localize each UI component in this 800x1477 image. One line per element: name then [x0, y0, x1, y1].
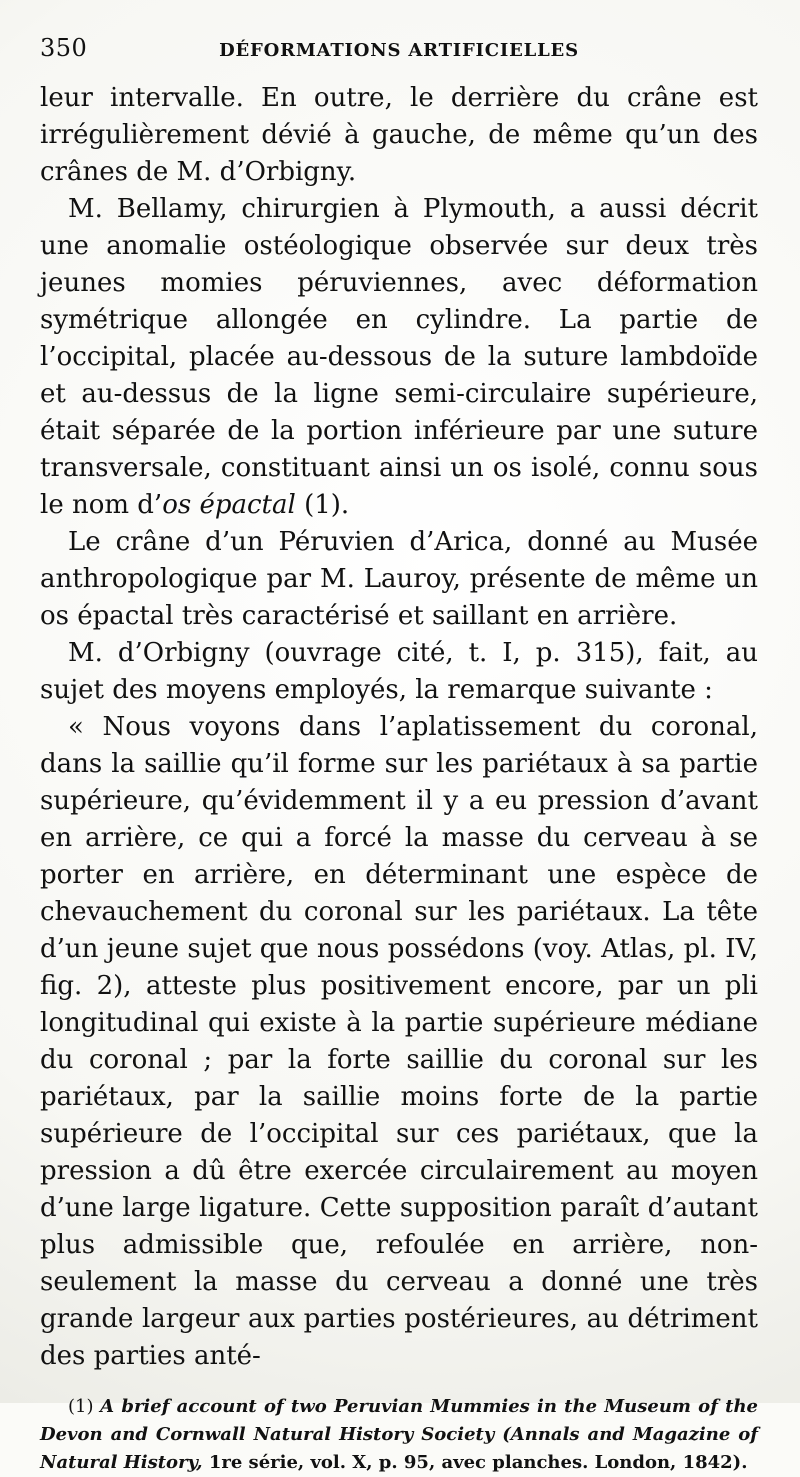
running-header: [40, 34, 758, 74]
paragraph-4: M. d’Orbigny (ouvrage cité, t. I, p. 315), fait, au sujet des moyens employés, la remarque suivante :: [40, 638, 758, 705]
footnote: [40, 1393, 758, 1477]
paragraph-2-text: M. Bellamy, chirurgien à Plymouth, a aussi décrit une anomalie ostéologique observée sur deux très jeunes momies péruviennes, avec déformation symétrique allongée en cylindre. La partie de l’occipital, placée au-dessous de la suture lambdoïde et au-dessus de la ligne semi-circulaire supérieure, était séparée de la portion inférieure par une suture transversale, constituant ainsi un os isolé, connu sous le nom d’: [40, 194, 758, 520]
footnote-text: [40, 1393, 758, 1477]
paragraph-3: Le crâne d’un Péruvien d’Arica, donné au Musée anthropologique par M. Lauroy, présente de même un os épactal très caractérisé et saillant en arrière.: [40, 527, 758, 631]
paragraph-5-quotation: « Nous voyons dans l’aplatissement du coronal, dans la saillie qu’il forme sur les pariétaux à sa partie supérieure, qu’évidemment il y a eu pression d’avant en arrière, ce qui a forcé la masse du cerveau à se porter en arrière, en déterminant une espèce de chevauchement du coronal sur les pariétaux. La tête d’un jeune sujet que nous possédons (voy. Atlas, pl. IV, fig. 2), atteste plus positivement encore, par un pli longitudinal qui existe à la partie supérieure médiane du coronal ; par la forte saillie du coronal sur les pariétaux, par la saillie moins forte de la partie supérieure de l’occipital sur ces pariétaux, que la pression a dû être exercée circulairement au moyen d’une large ligature. Cette supposition paraît d’autant plus admissible que, refoulée en arrière, non-seulement la masse du cerveau a donné une très grande largeur aux parties postérieures, au détriment des parties anté-: [40, 712, 758, 1371]
paragraph-2: [40, 191, 758, 524]
running-title: DÉFORMATIONS ARTIFICIELLES: [219, 40, 579, 61]
footnote-citation: 1re série, vol. X, p. 95, avec planches. London, 1842).: [202, 1452, 748, 1473]
page-number: 350: [40, 34, 88, 62]
footnote-reference: (1).: [295, 490, 350, 520]
footnote-title: A brief account of two Peruvian Mummies in the Museum of the Devon and Cornwall Natural History Society (Annals and Magazine of Natural History,: [40, 1396, 759, 1473]
os-epactal-term: os épactal: [162, 490, 296, 520]
footnote-marker: (1): [68, 1396, 101, 1417]
body-text: [40, 80, 758, 1375]
paragraph-1: leur intervalle. En outre, le derrière du crâne est irrégulièrement dévié à gauche, de même qu’un des crânes de M. d’Orbigny.: [40, 83, 758, 187]
